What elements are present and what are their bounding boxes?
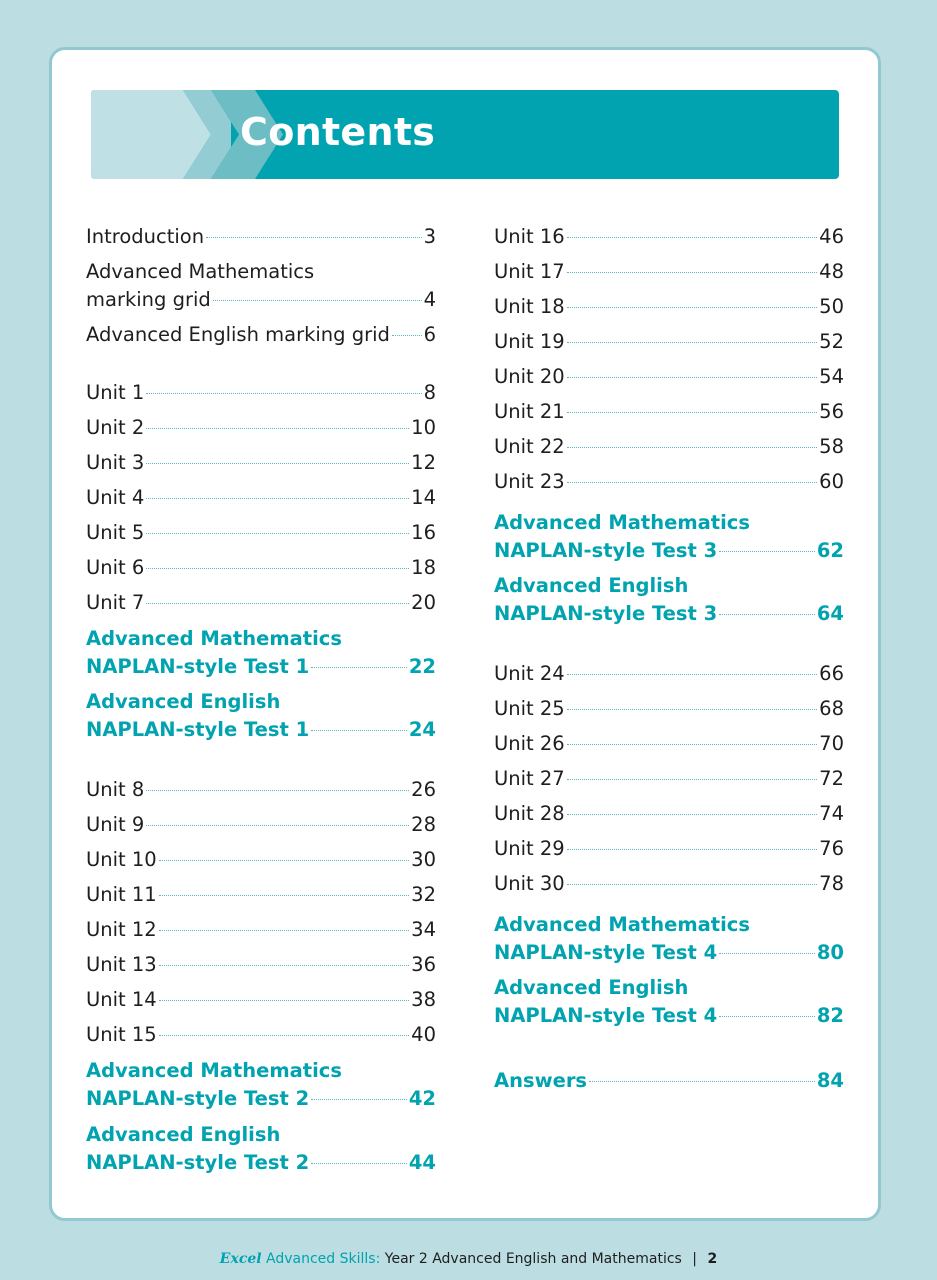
toc-row — [86, 847, 436, 873]
entry-page-number: 46 — [819, 225, 844, 248]
toc-row — [86, 224, 436, 250]
entry-page-number: 24 — [408, 718, 436, 741]
entry-label: NAPLAN-style Test 1 — [86, 718, 310, 741]
toc-row — [86, 450, 436, 476]
entry-page-number: 76 — [819, 837, 844, 860]
entry-page-number: 70 — [819, 732, 844, 755]
toc-row — [86, 777, 436, 803]
toc-row — [494, 399, 844, 425]
toc-row — [494, 259, 844, 285]
entry-label: Unit 15 — [86, 1023, 157, 1046]
dot-leader — [567, 377, 817, 378]
entry-page-number: 40 — [411, 1023, 436, 1046]
toc-row — [494, 696, 844, 722]
entry-label: NAPLAN-style Test 1 — [86, 655, 310, 678]
footer-brand: Excel — [219, 1251, 262, 1267]
entry-page-number: 52 — [819, 330, 844, 353]
dot-leader — [146, 790, 409, 791]
entry-label: Unit 28 — [494, 802, 565, 825]
entry-page-number: 62 — [816, 539, 844, 562]
toc-row — [494, 766, 844, 792]
toc-row — [494, 434, 844, 460]
dot-leader — [146, 533, 409, 534]
dot-leader — [567, 342, 817, 343]
entry-heading: Advanced Mathematics — [494, 511, 750, 534]
toc-row — [494, 224, 844, 250]
entry-page-number: 16 — [411, 521, 436, 544]
entry-heading: Advanced Mathematics — [86, 627, 342, 650]
entry-page-number: 50 — [819, 295, 844, 318]
entry-label: NAPLAN-style Test 3 — [494, 602, 718, 625]
entry-page-number: 3 — [423, 225, 436, 248]
page-footer — [0, 1251, 937, 1267]
entry-page-number: 64 — [816, 602, 844, 625]
entry-page-number: 58 — [819, 435, 844, 458]
entry-heading: Advanced English — [86, 1123, 281, 1146]
entry-label: Unit 1 — [86, 381, 145, 404]
entry-page-number: 6 — [423, 323, 436, 346]
entry-label: Answers — [494, 1069, 588, 1092]
entry-label: Unit 27 — [494, 767, 565, 790]
entry-label: Unit 26 — [494, 732, 565, 755]
dot-leader — [311, 1099, 407, 1100]
entry-page-number: 36 — [411, 953, 436, 976]
entry-page-number: 38 — [411, 988, 436, 1011]
entry-page-number: 54 — [819, 365, 844, 388]
toc-row — [494, 364, 844, 390]
page-title: Contents — [240, 110, 436, 154]
entry-page-number: 48 — [819, 260, 844, 283]
toc-row — [86, 882, 436, 908]
dot-leader — [213, 300, 422, 301]
entry-page-number: 44 — [408, 1151, 436, 1174]
entry-page-number: 22 — [408, 655, 436, 678]
toc-row — [86, 555, 436, 581]
entry-label: Unit 17 — [494, 260, 565, 283]
dot-leader — [567, 779, 817, 780]
dot-leader — [392, 335, 422, 336]
dot-leader — [567, 814, 817, 815]
entry-page-number: 72 — [819, 767, 844, 790]
entry-heading: Advanced English — [86, 690, 281, 713]
toc-row — [494, 601, 844, 627]
entry-page-number: 10 — [411, 416, 436, 439]
entry-page-number: 30 — [411, 848, 436, 871]
toc-row — [86, 654, 436, 680]
toc-row — [86, 322, 436, 348]
entry-page-number: 28 — [411, 813, 436, 836]
entry-page-number: 68 — [819, 697, 844, 720]
entry-label: Unit 8 — [86, 778, 145, 801]
entry-page-number: 80 — [816, 941, 844, 964]
entry-label: Unit 21 — [494, 400, 565, 423]
entry-page-number: 82 — [816, 1004, 844, 1027]
dot-leader — [146, 393, 421, 394]
toc-row — [86, 987, 436, 1013]
dot-leader — [146, 568, 409, 569]
toc-row — [494, 1068, 844, 1094]
entry-page-number: 78 — [819, 872, 844, 895]
toc-row — [86, 380, 436, 406]
entry-heading: Advanced English — [494, 976, 689, 999]
toc-row — [494, 836, 844, 862]
entry-label: Unit 29 — [494, 837, 565, 860]
toc-row — [494, 661, 844, 687]
dot-leader — [159, 1000, 409, 1001]
toc-row — [86, 717, 436, 743]
dot-leader — [159, 860, 409, 861]
dot-leader — [719, 1016, 815, 1017]
toc-row — [86, 415, 436, 441]
toc-row — [86, 1022, 436, 1048]
dot-leader — [146, 463, 409, 464]
entry-label: Unit 20 — [494, 365, 565, 388]
dot-leader — [146, 603, 409, 604]
entry-label: Introduction — [86, 225, 205, 248]
footer-page-number: 2 — [707, 1251, 718, 1267]
entry-label: NAPLAN-style Test 2 — [86, 1151, 310, 1174]
footer-series: Advanced Skills: — [266, 1251, 381, 1267]
toc-row — [86, 812, 436, 838]
entry-label: Unit 12 — [86, 918, 157, 941]
entry-label: Unit 24 — [494, 662, 565, 685]
entry-page-number: 84 — [816, 1069, 844, 1092]
entry-heading: Advanced English — [494, 574, 689, 597]
toc-row — [494, 538, 844, 564]
entry-label: Unit 14 — [86, 988, 157, 1011]
entry-label: NAPLAN-style Test 2 — [86, 1087, 310, 1110]
entry-page-number: 12 — [411, 451, 436, 474]
entry-page-number: 42 — [408, 1087, 436, 1110]
dot-leader — [567, 307, 817, 308]
contents-banner — [91, 90, 839, 179]
entry-label: NAPLAN-style Test 3 — [494, 539, 718, 562]
toc-row — [494, 940, 844, 966]
dot-leader — [146, 825, 409, 826]
dot-leader — [159, 930, 409, 931]
entry-label: marking grid — [86, 288, 211, 311]
toc-row — [494, 731, 844, 757]
dot-leader — [567, 884, 817, 885]
entry-page-number: 4 — [423, 288, 436, 311]
entry-label: Unit 4 — [86, 486, 145, 509]
entry-label: Unit 18 — [494, 295, 565, 318]
toc-row — [494, 294, 844, 320]
entry-label: Unit 25 — [494, 697, 565, 720]
entry-page-number: 26 — [411, 778, 436, 801]
dot-leader — [159, 895, 409, 896]
entry-label: NAPLAN-style Test 4 — [494, 941, 718, 964]
dot-leader — [159, 1035, 409, 1036]
footer-separator: | — [692, 1251, 697, 1267]
entry-heading: Advanced Mathematics — [494, 913, 750, 936]
entry-label: Unit 22 — [494, 435, 565, 458]
entry-label: Unit 16 — [494, 225, 565, 248]
dot-leader — [567, 744, 817, 745]
entry-label: Unit 7 — [86, 591, 145, 614]
dot-leader — [567, 709, 817, 710]
entry-page-number: 60 — [819, 470, 844, 493]
entry-label: Unit 9 — [86, 813, 145, 836]
entry-label: Unit 5 — [86, 521, 145, 544]
dot-leader — [719, 614, 815, 615]
dot-leader — [567, 237, 817, 238]
entry-label: Unit 19 — [494, 330, 565, 353]
entry-label: Unit 6 — [86, 556, 145, 579]
entry-label: Unit 30 — [494, 872, 565, 895]
entry-page-number: 8 — [423, 381, 436, 404]
dot-leader — [311, 1163, 407, 1164]
entry-page-number: 14 — [411, 486, 436, 509]
entry-label: Unit 23 — [494, 470, 565, 493]
toc-row — [494, 801, 844, 827]
toc-row — [494, 329, 844, 355]
dot-leader — [567, 674, 817, 675]
entry-label: Unit 13 — [86, 953, 157, 976]
toc-row — [494, 871, 844, 897]
entry-page-number: 34 — [411, 918, 436, 941]
toc-row — [86, 952, 436, 978]
toc-row — [86, 1150, 436, 1176]
entry-label: Unit 2 — [86, 416, 145, 439]
toc-row — [86, 917, 436, 943]
entry-heading: Advanced Mathematics — [86, 1059, 342, 1082]
toc-row — [86, 1086, 436, 1112]
toc-row — [86, 590, 436, 616]
entry-label: Unit 10 — [86, 848, 157, 871]
dot-leader — [311, 667, 407, 668]
dot-leader — [567, 849, 817, 850]
entry-heading: Advanced Mathematics — [86, 260, 315, 283]
dot-leader — [311, 730, 407, 731]
dot-leader — [719, 953, 815, 954]
dot-leader — [206, 237, 421, 238]
entry-page-number: 66 — [819, 662, 844, 685]
entry-page-number: 74 — [819, 802, 844, 825]
entry-page-number: 56 — [819, 400, 844, 423]
toc-row — [86, 485, 436, 511]
dot-leader — [589, 1081, 815, 1082]
toc-row — [494, 1003, 844, 1029]
toc-row — [86, 520, 436, 546]
entry-label: Unit 11 — [86, 883, 157, 906]
chevron-decoration-icon — [91, 90, 231, 179]
entry-label: NAPLAN-style Test 4 — [494, 1004, 718, 1027]
dot-leader — [567, 447, 817, 448]
dot-leader — [719, 551, 815, 552]
entry-page-number: 18 — [411, 556, 436, 579]
entry-page-number: 20 — [411, 591, 436, 614]
footer-title: Year 2 Advanced English and Mathematics — [384, 1251, 682, 1267]
entry-label: Advanced English marking grid — [86, 323, 390, 346]
entry-page-number: 32 — [411, 883, 436, 906]
dot-leader — [146, 428, 409, 429]
entry-label: Unit 3 — [86, 451, 145, 474]
dot-leader — [146, 498, 409, 499]
toc-row — [86, 287, 436, 313]
dot-leader — [159, 965, 409, 966]
toc-row — [494, 469, 844, 495]
dot-leader — [567, 272, 817, 273]
dot-leader — [567, 412, 817, 413]
dot-leader — [567, 482, 817, 483]
